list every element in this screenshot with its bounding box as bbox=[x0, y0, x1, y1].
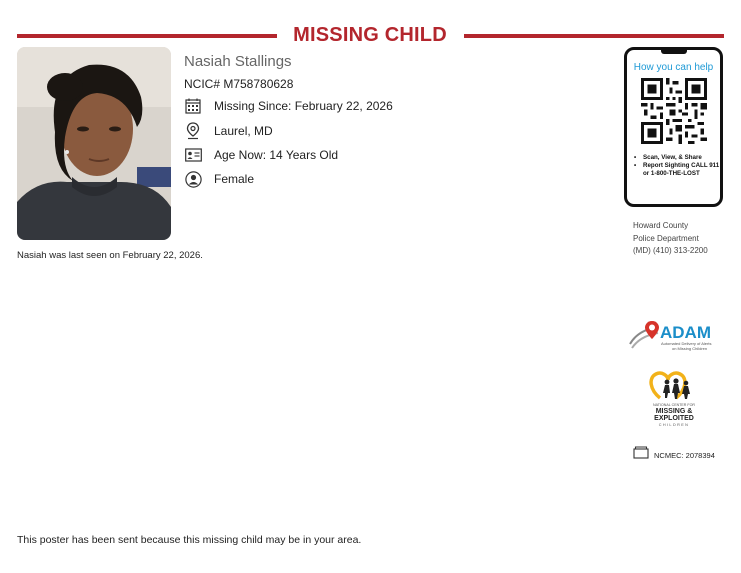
agency-phone: (MD) (410) 313-2200 bbox=[633, 246, 708, 255]
adam-name: ADAM bbox=[660, 323, 711, 342]
adam-tagline-2: on Missing Children bbox=[672, 346, 708, 351]
location-pin-icon bbox=[184, 122, 202, 140]
age-row bbox=[184, 145, 339, 165]
adam-tagline-1: Automated Delivery of Alerts bbox=[661, 341, 712, 346]
child-name: Nasiah Stallings bbox=[184, 53, 292, 70]
qr-code-icon[interactable] bbox=[641, 78, 707, 144]
missing-since-row bbox=[184, 96, 393, 116]
missing-since-text: Missing Since: February 22, 2026 bbox=[214, 99, 393, 113]
ncmec-line-3: EXPLOITED bbox=[654, 415, 694, 422]
agency-line-2: Police Department bbox=[633, 233, 699, 243]
help-phone-card bbox=[624, 47, 723, 207]
location-text: Laurel, MD bbox=[214, 124, 273, 138]
calendar-icon bbox=[184, 97, 202, 115]
ncmec-logo bbox=[646, 368, 702, 430]
help-title: How you can help bbox=[633, 62, 714, 73]
last-seen-text: Nasiah was last seen on February 22, 2026. bbox=[17, 250, 203, 261]
adam-logo bbox=[628, 318, 720, 354]
help-item: • Report Sighting CALL 911 or 1-800-THE-LOST bbox=[632, 162, 720, 178]
header-rule-right bbox=[464, 34, 724, 38]
sex-text: Female bbox=[214, 172, 255, 186]
ncmec-line-2: MISSING & bbox=[655, 408, 693, 415]
ncmec-id-row bbox=[633, 446, 715, 464]
agency-info bbox=[633, 220, 708, 258]
child-photo bbox=[17, 47, 171, 240]
help-item: • Scan, View, & Share bbox=[632, 154, 720, 162]
child-photo-image bbox=[17, 47, 171, 240]
agency-line-1: Howard County bbox=[633, 221, 689, 230]
ncmec-line-1: NATIONAL CENTER FOR bbox=[653, 403, 695, 407]
age-now-text: Age Now: 14 Years Old bbox=[214, 148, 339, 162]
ncic-number: NCIC# M758780628 bbox=[184, 77, 294, 91]
page-title: MISSING CHILD bbox=[293, 24, 447, 46]
sex-row bbox=[184, 169, 255, 189]
person-icon bbox=[184, 170, 202, 188]
footer-note: This poster has been sent because this missing child may be in your area. bbox=[17, 534, 362, 546]
header-rule-left bbox=[17, 34, 277, 38]
folder-icon bbox=[633, 446, 649, 464]
id-card-icon bbox=[184, 146, 202, 164]
phone-notch bbox=[661, 49, 687, 54]
help-list bbox=[632, 154, 720, 178]
location-row bbox=[184, 121, 273, 141]
ncmec-id-text: NCMEC: 2078394 bbox=[654, 450, 715, 460]
ncmec-line-4: CHILDREN bbox=[658, 423, 690, 427]
